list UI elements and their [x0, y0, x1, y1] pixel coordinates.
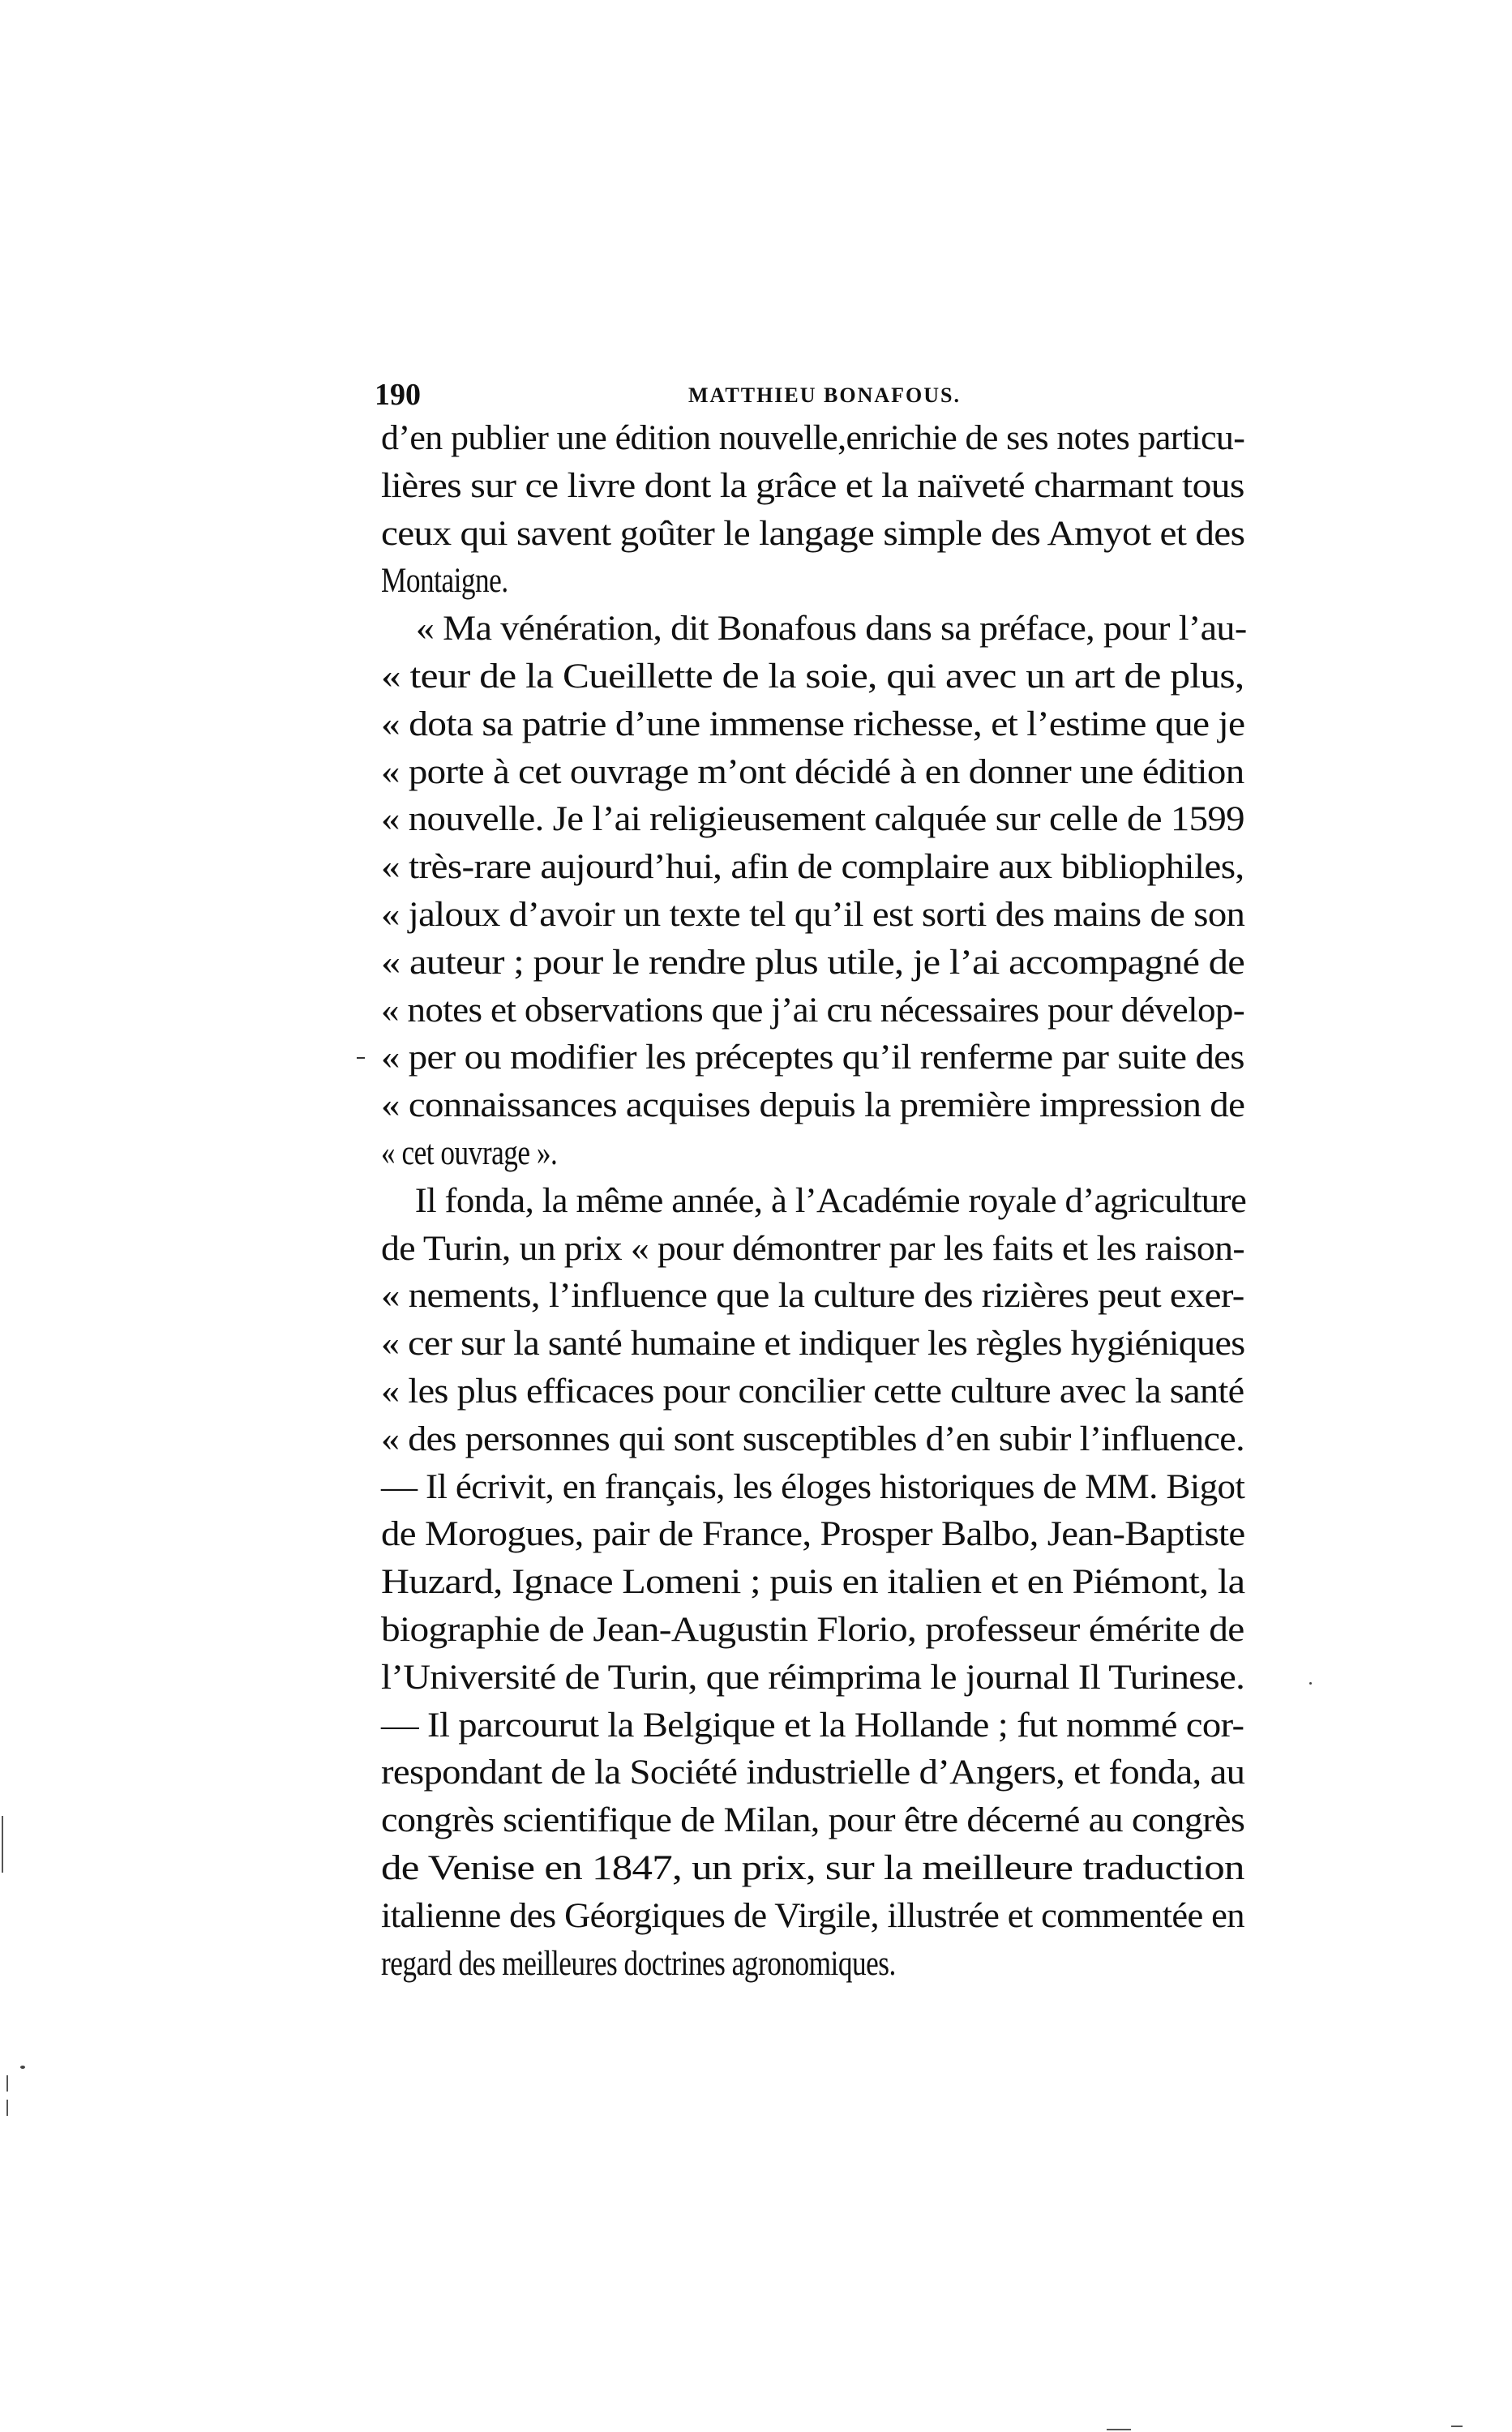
- page-number: 190: [375, 378, 421, 412]
- text-line: « des personnes qui sont susceptibles d’en subir l’influence.: [381, 1419, 1244, 1458]
- text-line: regard des meilleures doctrines agronomiques.: [381, 1944, 896, 1983]
- text-line: « porte à cet ouvrage m’ont décidé à en donner une édition: [381, 752, 1244, 791]
- scan-speck: [1309, 1682, 1312, 1685]
- scan-edge-mark: [2, 1816, 3, 1873]
- text-line: Il fonda, la même année, à l’Académie royale d’agriculture: [414, 1181, 1247, 1220]
- body-text: [381, 415, 1269, 1988]
- text-line: lières sur ce livre dont la grâce et la naïveté charmant tous: [381, 466, 1244, 505]
- text-line: « per ou modifier les préceptes qu’il renferme par suite des: [381, 1038, 1244, 1077]
- text-line: Montaigne.: [381, 562, 508, 601]
- text-line: « connaissances acquises depuis la première impression de: [381, 1086, 1245, 1125]
- text-line: ceux qui savent goûter le langage simple des Amyot et des: [381, 514, 1245, 553]
- text-line: « jaloux d’avoir un texte tel qu’il est sorti des mains de son: [381, 895, 1245, 934]
- running-head: [375, 375, 1250, 415]
- text-line: italienne des Géorgiques de Virgile, illustrée et commentée en: [381, 1896, 1244, 1935]
- text-line: « auteur ; pour le rendre plus utile, je l’ai accompagné de: [381, 943, 1245, 982]
- text-line: « dota sa patrie d’une immense richesse, et l’estime que je: [381, 704, 1245, 743]
- text-line: « teur de la Cueillette de la soie, qui avec un art de plus,: [381, 657, 1244, 696]
- text-line: « très-rare aujourd’hui, afin de complaire aux bibliophiles,: [381, 848, 1244, 887]
- margin-dash-mark: [357, 1057, 365, 1059]
- text-line: respondant de la Société industrielle d’Angers, et fonda, au: [381, 1753, 1245, 1792]
- scan-edge-mark: [1107, 2429, 1131, 2430]
- text-line: « cet ouvrage ».: [381, 1133, 558, 1172]
- text-line: « les plus efficaces pour concilier cette culture avec la santé: [381, 1372, 1244, 1411]
- text-line: de Morogues, pair de France, Prosper Balbo, Jean-Baptiste: [381, 1515, 1245, 1554]
- text-line: « notes et observations que j’ai cru nécessaires pour dévelop-: [381, 991, 1245, 1030]
- scan-speck: [20, 2066, 25, 2069]
- text-line: de Turin, un prix « pour démontrer par les faits et les raison-: [381, 1229, 1244, 1268]
- text-line: Huzard, Ignace Lomeni ; puis en italien et en Piémont, la: [381, 1563, 1245, 1602]
- running-title: MATTHIEU BONAFOUS.: [688, 383, 961, 407]
- text-line: — Il écrivit, en français, les éloges historiques de MM. Bigot: [381, 1467, 1245, 1506]
- text-line: « nements, l’influence que la culture des rizières peut exer-: [381, 1277, 1244, 1316]
- text-line: biographie de Jean-Augustin Florio, professeur émérite de: [381, 1610, 1244, 1649]
- scan-edge-mark: [6, 2075, 8, 2092]
- scan-edge-mark: [1451, 2426, 1463, 2427]
- text-line: — Il parcourut la Belgique et la Hollande ; fut nommé cor-: [381, 1706, 1244, 1745]
- scan-edge-mark: [6, 2100, 8, 2116]
- text-line: « Ma vénération, dit Bonafous dans sa préface, pour l’au-: [415, 610, 1247, 649]
- text-line: « nouvelle. Je l’ai religieusement calquée sur celle de 1599: [381, 800, 1244, 839]
- text-line: d’en publier une édition nouvelle,enrichie de ses notes particu-: [381, 419, 1245, 457]
- text-line: « cer sur la santé humaine et indiquer les règles hygiéniques: [381, 1325, 1245, 1364]
- text-line: congrès scientifique de Milan, pour être décerné au congrès: [381, 1801, 1245, 1840]
- text-line: l’Université de Turin, que réimprima le journal Il Turinese.: [381, 1658, 1245, 1697]
- text-line: de Venise en 1847, un prix, sur la meilleure traduction: [381, 1848, 1244, 1887]
